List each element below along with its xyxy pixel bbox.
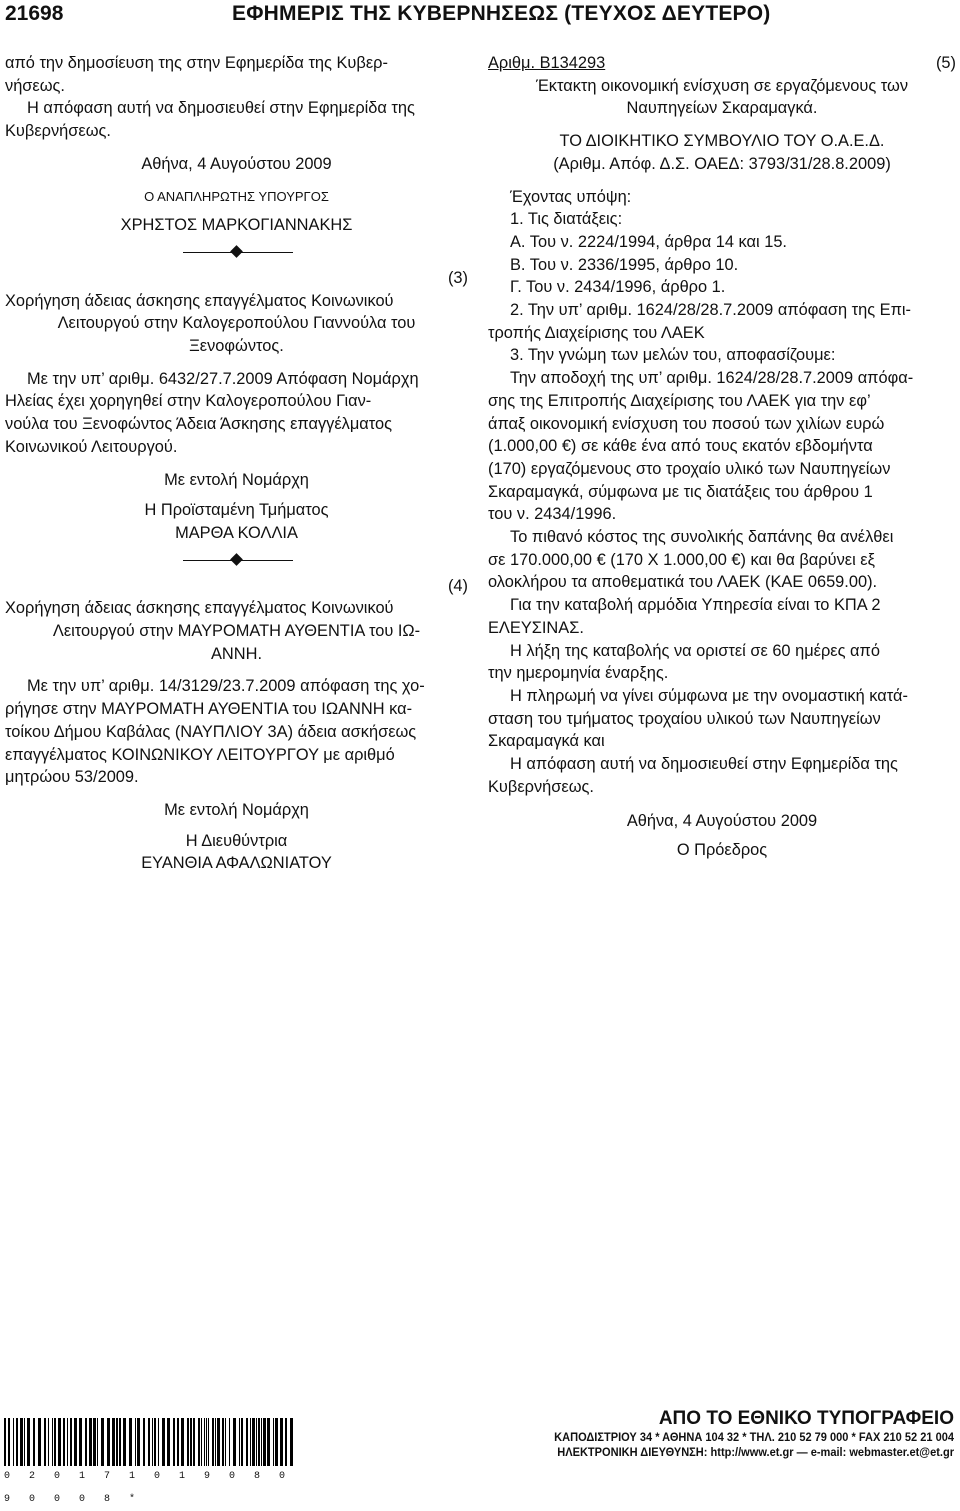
right-column bbox=[488, 52, 956, 862]
barcode-number: 0 2 0 1 7 1 0 1 9 0 8 0 9 0 0 0 8 * bbox=[4, 1471, 292, 1505]
gazette-title: ΕΦΗΜΕΡΙΣ ΤΗΣ ΚΥΒΕΡΝΗΣΕΩΣ (ΤΕΥΧΟΣ ΔΕΥΤΕΡΟ) bbox=[232, 2, 771, 25]
section-4-number: (4) bbox=[447, 576, 468, 595]
diamond-icon bbox=[230, 553, 243, 566]
section-4-body: ρήγησε στην ΜΑΥΡΟΜΑΤΗ ΑΥΘΕΝΤΙΑ του ΙΩΑΝΝΗ κα- bbox=[5, 700, 413, 719]
section-4-body: επαγγέλματος ΚΟΙΝΩΝΙΚΟΥ ΛΕΙΤΟΥΡΓΟΥ με αριθμό bbox=[5, 745, 395, 764]
decision-text: Σκαραμαγκά και bbox=[488, 732, 605, 751]
section-3-title: Λειτουργού στην Καλογεροπούλου Γιαννούλα του bbox=[57, 314, 416, 333]
section-3-body: νούλα του Ξενοφώντος Άδεια Άσκησης επαγγέλματος bbox=[5, 415, 393, 434]
intro-line: Κυβερνήσεως. bbox=[5, 122, 111, 141]
board-title: ΤΟ ΔΙΟΙΚΗΤΙΚΟ ΣΥΜΒΟΥΛΙΟ ΤΟΥ Ο.Α.Ε.Δ. bbox=[559, 132, 885, 151]
decision-text: άπαξ οικονομική ενίσχυση του ποσού των χιλίων ευρώ bbox=[488, 414, 885, 433]
section-4-title: Λειτουργού στην ΜΑΥΡΟΜΑΤΗ ΑΥΘΕΝΤΙΑ του ΙΩ- bbox=[52, 622, 421, 641]
considering-item: Γ. Του ν. 2434/1996, άρθρο 1. bbox=[510, 278, 726, 297]
printer-block bbox=[500, 1408, 954, 1460]
printer-name: ΑΠΟ ΤΟ ΕΘΝΙΚΟ ΤΥΠΟΓΡΑΦΕΙΟ bbox=[658, 1408, 954, 1429]
section-3-title: Χορήγηση άδειας άσκησης επαγγέλματος Κοινωνικού bbox=[5, 291, 394, 310]
section-3-title: Ξενοφώντος. bbox=[189, 337, 284, 356]
section-4-body: τοίκου Δήμου Καβάλας (ΝΑΥΠΛΙΟΥ 3Α) άδεια ασκήσεως bbox=[5, 722, 417, 741]
decision-text: Το πιθανό κόστος της συνολικής δαπάνης θα ανέλθει bbox=[510, 528, 894, 547]
section-4-title: ΑΝΝΗ. bbox=[211, 644, 262, 663]
section-5-reference: Αριθμ. Β134293 bbox=[488, 54, 606, 72]
decision-text: σταση του τμήματος τροχαίου υλικού των Ναυπηγείων bbox=[488, 709, 881, 728]
section-5-title: Έκτακτη οικονομική ενίσχυση σε εργαζόμενους των bbox=[535, 76, 909, 95]
president-signature: Ο Πρόεδρος bbox=[676, 841, 768, 860]
signature-order: Με εντολή Νομάρχη bbox=[164, 470, 309, 489]
section-5-title: Ναυπηγείων Σκαραμαγκά. bbox=[626, 99, 818, 118]
intro-line: από την δημοσίευση της στην Εφημερίδα της Κυβερ- bbox=[5, 54, 388, 72]
considering-item: Α. Του ν. 2224/1994, άρθρα 14 και 15. bbox=[510, 232, 787, 251]
printer-address: ΚΑΠΟΔΙΣΤΡΙΟΥ 34 * ΑΘΗΝΑ 104 32 * ΤΗΛ. 210 52 79 000 * FAX 210 52 21 004 bbox=[554, 1430, 954, 1444]
signature-name: ΕΥΑΝΘΙΑ ΑΦΑΛΩΝΙΑΤΟΥ bbox=[141, 854, 332, 873]
considering: Έχοντας υπόψη: bbox=[510, 187, 632, 206]
section-4-body: Με την υπ’ αριθμ. 14/3129/23.7.2009 απόφαση της χο- bbox=[27, 677, 425, 696]
section-3-body: Με την υπ’ αριθμ. 6432/27.7.2009 Απόφαση Νομάρχη bbox=[27, 369, 419, 388]
decision-text: Η λήξη της καταβολής να οριστεί σε 60 ημέρες από bbox=[510, 641, 880, 660]
intro-line: νήσεως. bbox=[5, 76, 65, 95]
considering-item: 3. Την γνώμη των μελών του, αποφασίζουμε: bbox=[510, 346, 836, 365]
printer-web: ΗΛΕΚΤΡΟΝΙΚΗ ΔΙΕΥΘΥΝΣΗ: http://www.et.gr — e-mail: webmaster.et@et.gr bbox=[557, 1445, 954, 1459]
section-divider bbox=[5, 243, 468, 261]
decision-text: (170) εργαζόμενους στο τροχαίο υλικό των Ναυπηγείων bbox=[488, 459, 891, 478]
page-number: 21698 bbox=[5, 2, 64, 25]
place-date: Αθήνα, 4 Αυγούστου 2009 bbox=[141, 154, 332, 173]
considering-item: τροπής Διαχείρισης του ΛΑΕΚ bbox=[488, 323, 705, 342]
section-3-body: Κοινωνικού Λειτουργού. bbox=[5, 437, 178, 456]
place-date: Αθήνα, 4 Αυγούστου 2009 bbox=[626, 812, 818, 831]
diamond-icon bbox=[230, 245, 243, 258]
considering-item: Β. Του ν. 2336/1995, άρθρο 10. bbox=[510, 255, 739, 274]
intro-line: Η απόφαση αυτή να δημοσιευθεί στην Εφημερίδα της bbox=[27, 99, 415, 118]
decision-text: σης της Επιτροπής Διαχείρισης του ΛΑΕΚ για την εφ’ bbox=[488, 391, 871, 410]
considering-item: 1. Τις διατάξεις: bbox=[510, 210, 623, 229]
section-4-body: μητρώου 53/2009. bbox=[5, 768, 139, 787]
decision-text: Την αποδοχή της υπ’ αριθμ. 1624/28/28.7.2009 απόφα- bbox=[510, 369, 914, 388]
signature-order: Με εντολή Νομάρχη bbox=[164, 800, 309, 819]
decision-text: την ημερομηνία έναρξης. bbox=[488, 664, 669, 683]
section-divider bbox=[5, 551, 468, 569]
decision-text: Η πληρωμή να γίνει σύμφωνα με την ονομαστική κατά- bbox=[510, 686, 908, 705]
signature-role: Η Διευθύντρια bbox=[185, 831, 288, 850]
decision-text: Σκαραμαγκά, σύμφωνα με τις διατάξεις του άρθρου 1 bbox=[488, 482, 873, 501]
signature-name: ΜΑΡΘΑ ΚΟΛΛΙΑ bbox=[175, 523, 298, 542]
decision-text: Κυβερνήσεως. bbox=[488, 777, 594, 796]
deputy-minister-name: ΧΡΗΣΤΟΣ ΜΑΡΚΟΓΙΑΝΝΑΚΗΣ bbox=[120, 216, 353, 235]
barcode bbox=[4, 1418, 298, 1466]
board-decision: (Αριθμ. Απόφ. Δ.Σ. ΟΑΕΔ: 3793/31/28.8.2009) bbox=[553, 154, 891, 173]
left-column bbox=[5, 52, 468, 875]
section-3-body: Ηλείας έχει χορηγηθεί στην Καλογεροπούλου Γιαν- bbox=[5, 392, 372, 411]
decision-text: (1.000,00 €) σε κάθε ένα από τους εκατόν εβδομήντα bbox=[488, 437, 873, 456]
section-4-title: Χορήγηση άδειας άσκησης επαγγέλματος Κοινωνικού bbox=[5, 599, 394, 618]
decision-text: του ν. 2434/1996. bbox=[488, 505, 617, 524]
decision-text: Για την καταβολή αρμόδια Υπηρεσία είναι το ΚΠΑ 2 bbox=[510, 596, 881, 615]
decision-text: σε 170.000,00 € (170 Χ 1.000,00 €) και θα βαρύνει εξ bbox=[488, 550, 875, 569]
section-5-number: (5) bbox=[935, 54, 956, 72]
section-3-number: (3) bbox=[447, 268, 468, 287]
decision-text: Η απόφαση αυτή να δημοσιευθεί στην Εφημερίδα της bbox=[510, 755, 898, 774]
decision-text: ολοκλήρου τα αποθεματικά του ΛΑΕΚ (ΚΑΕ 0659.00). bbox=[488, 573, 878, 592]
decision-text: ΕΛΕΥΣΙΝΑΣ. bbox=[488, 618, 584, 637]
deputy-minister-title: Ο ΑΝΑΠΛΗΡΩΤΗΣ ΥΠΟΥΡΓΟΣ bbox=[144, 188, 329, 204]
considering-item: 2. Την υπ’ αριθμ. 1624/28/28.7.2009 απόφαση της Επι- bbox=[510, 301, 912, 320]
signature-role: Η Προϊσταμένη Τμήματος bbox=[144, 501, 329, 520]
